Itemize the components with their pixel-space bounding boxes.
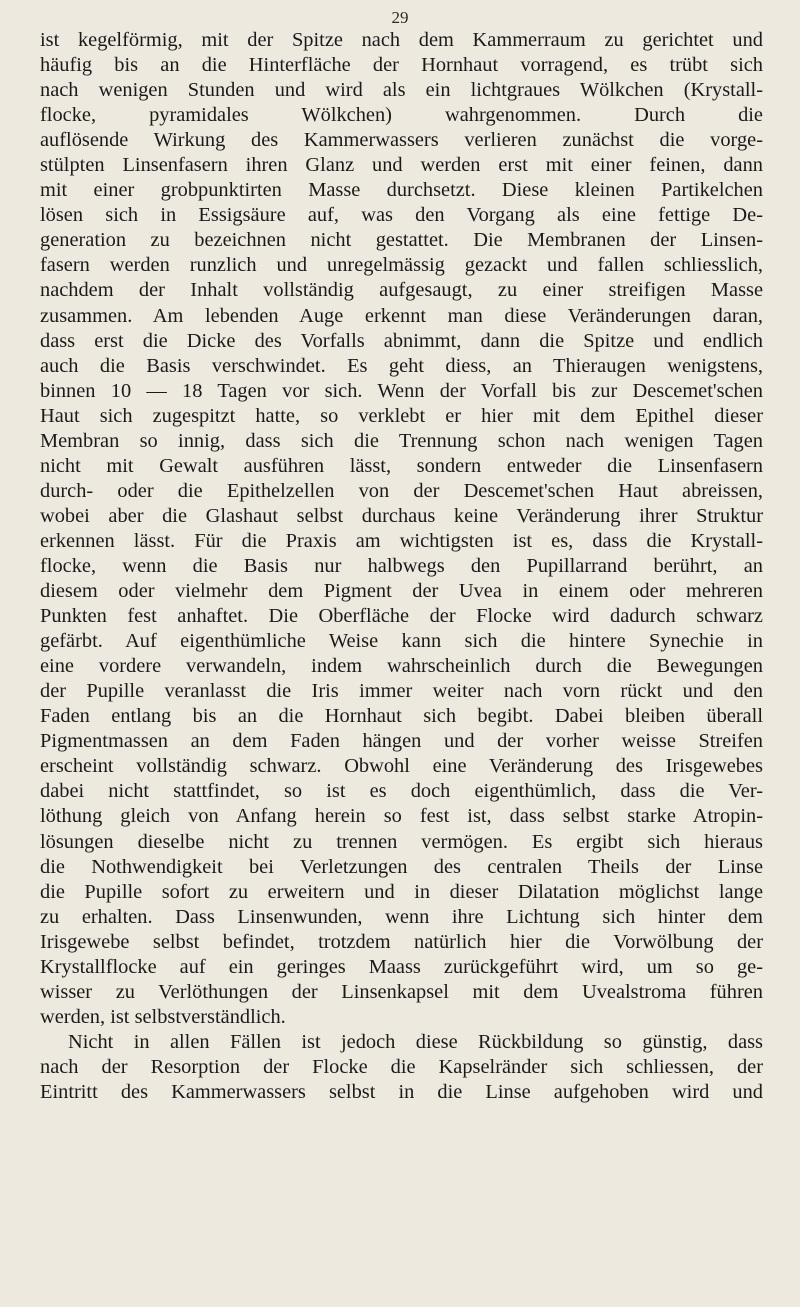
text-line: die Nothwendigkeit bei Verletzungen des centralen Theils der Linse [40,855,763,878]
text-line: lösen sich in Essigsäure auf, was den Vorgang als eine fettige De- [40,204,763,227]
text-line: nachdem der Inhalt vollständig aufgesaugt, zu einer streifigen Masse [40,279,763,302]
text-line: zu erhalten. Dass Linsenwunden, wenn ihre Lichtung sich hinter dem [40,905,763,928]
text-line: dass erst die Dicke des Vorfalls abnimmt, dann die Spitze und endlich [40,329,763,352]
text-line: erkennen lässt. Für die Praxis am wichtigsten ist es, dass die Krystall- [40,529,763,552]
text-line: stülpten Linsenfasern ihren Glanz und werden erst mit einer feinen, dann [40,154,763,177]
text-line: gefärbt. Auf eigenthümliche Weise kann sich die hintere Synechie in [40,630,763,653]
text-line: auch die Basis verschwindet. Es geht diess, an Thieraugen wenigstens, [40,354,763,377]
text-line: Irisgewebe selbst befindet, trotzdem natürlich hier die Vorwölbung der [40,930,763,953]
text-line: fasern werden runzlich und unregelmässig gezackt und fallen schliesslich, [40,254,763,277]
text-line: Haut sich zugespitzt hatte, so verklebt er hier mit dem Epithel dieser [40,404,763,427]
body-text [40,28,763,1105]
text-line: Krystallflocke auf ein geringes Maass zurückgeführt wird, um so ge- [40,955,763,978]
text-line: diesem oder vielmehr dem Pigment der Uvea in einem oder mehreren [40,580,763,603]
text-line: dabei nicht stattfindet, so ist es doch eigenthümlich, dass die Ver- [40,780,763,803]
text-line: Membran so innig, dass sich die Trennung schon nach wenigen Tagen [40,429,763,452]
text-line: wobei aber die Glashaut selbst durchaus keine Veränderung ihrer Struktur [40,504,763,527]
text-line: lösungen dieselbe nicht zu trennen vermögen. Es ergibt sich hieraus [40,830,763,853]
text-line: nach wenigen Stunden und wird als ein lichtgraues Wölkchen (Krystall- [40,79,763,102]
text-line: auflösende Wirkung des Kammerwassers verlieren zunächst die vorge- [40,129,763,152]
text-line: binnen 10 — 18 Tagen vor sich. Wenn der Vorfall bis zur Descemet'schen [40,379,763,402]
text-line: Faden entlang bis an die Hornhaut sich begibt. Dabei bleiben überall [40,705,763,728]
text-line: der Pupille veranlasst die Iris immer weiter nach vorn rückt und den [40,680,763,703]
text-line: generation zu bezeichnen nicht gestattet. Die Membranen der Linsen- [40,229,763,252]
page-number: 29 [391,8,409,27]
text-line: nicht mit Gewalt ausführen lässt, sondern entweder die Linsenfasern [40,454,763,477]
text-line: flocke, pyramidales Wölkchen) wahrgenommen. Durch die [40,104,763,127]
text-line: die Pupille sofort zu erweitern und in dieser Dilatation möglichst lange [40,880,763,903]
text-line: zusammen. Am lebenden Auge erkennt man diese Veränderungen daran, [40,304,763,327]
text-line: Nicht in allen Fällen ist jedoch diese Rückbildung so günstig, dass [68,1030,763,1053]
text-line: löthung gleich von Anfang herein so fest ist, dass selbst starke Atropin- [40,805,763,828]
text-line: flocke, wenn die Basis nur halbwegs den Pupillarrand berührt, an [40,554,763,577]
text-line: werden, ist selbstverständlich. [40,1005,286,1028]
text-line: ist kegelförmig, mit der Spitze nach dem Kammerraum zu gerichtet und [40,29,763,51]
text-line: häufig bis an die Hinterfläche der Hornhaut vorragend, es trübt sich [40,54,763,77]
text-line: nach der Resorption der Flocke die Kapselränder sich schliessen, der [40,1055,763,1078]
text-line: erscheint vollständig schwarz. Obwohl eine Veränderung des Irisgewebes [40,755,763,778]
text-line: Punkten fest anhaftet. Die Oberfläche der Flocke wird dadurch schwarz [40,605,763,628]
text-line: Eintritt des Kammerwassers selbst in die Linse aufgehoben wird und [40,1080,763,1103]
text-line: wisser zu Verlöthungen der Linsenkapsel mit dem Uvealstroma führen [40,980,763,1003]
text-line: eine vordere verwandeln, indem wahrscheinlich durch die Bewegungen [40,655,763,678]
text-line: mit einer grobpunktirten Masse durchsetzt. Diese kleinen Partikelchen [40,179,763,202]
text-line: durch- oder die Epithelzellen von der Descemet'schen Haut abreissen, [40,479,763,502]
text-line: Pigmentmassen an dem Faden hängen und der vorher weisse Streifen [40,730,763,753]
